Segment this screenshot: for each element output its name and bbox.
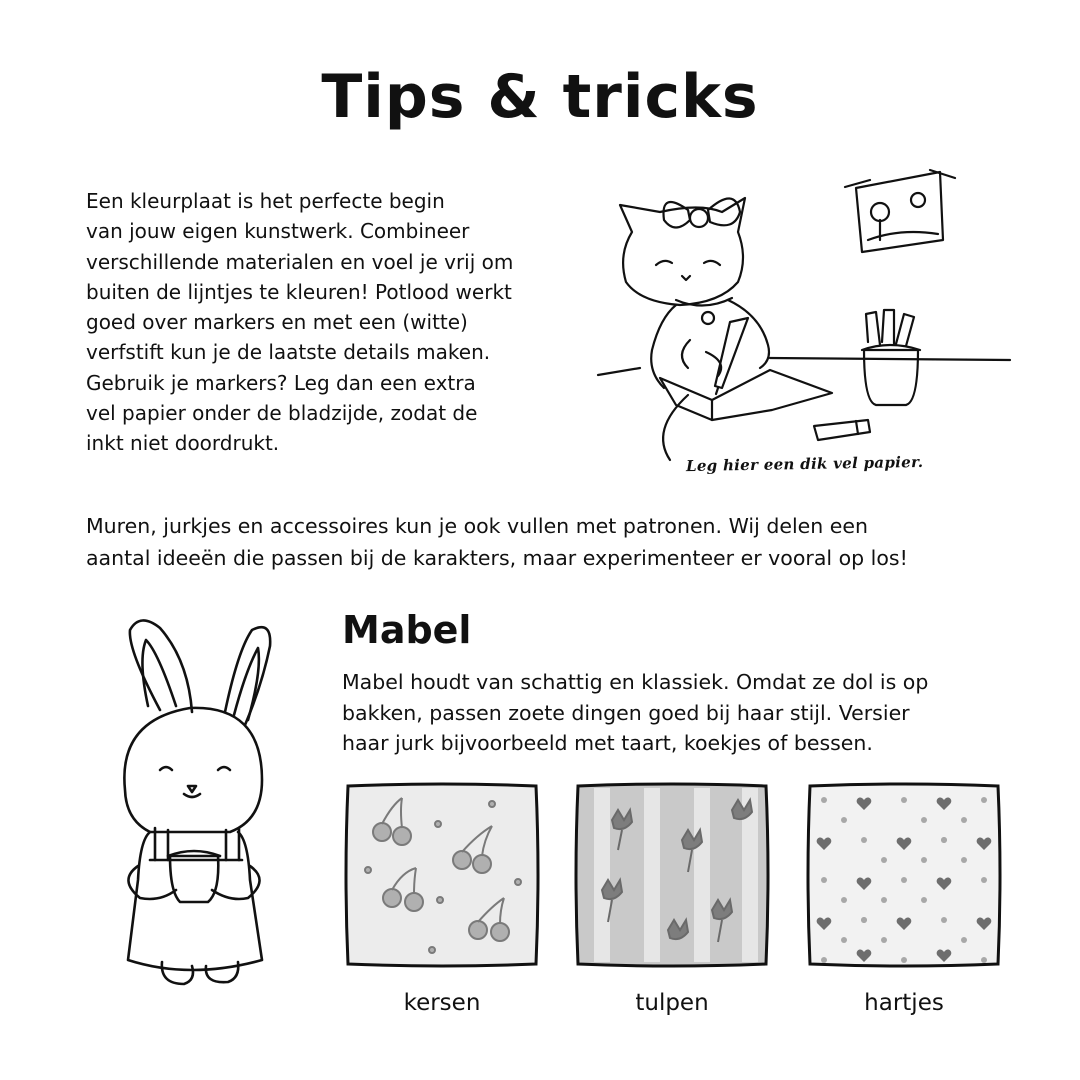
swatch-label-hartjes: hartjes (864, 990, 944, 1016)
character-description-line: haar jurk bijvoorbeeld met taart, koekjes of bessen. (342, 731, 873, 755)
intro-line: buiten de lijntjes te kleuren! Potlood werkt (86, 279, 512, 304)
intro-line: verschillende materialen en voel je vrij om (86, 249, 514, 274)
character-description (342, 667, 1042, 759)
swatch-label-tulpen: tulpen (635, 990, 709, 1016)
intro-line: Gebruik je markers? Leg dan een extra (86, 370, 476, 395)
heart-pattern-swatch (804, 780, 1004, 970)
swatch-label-kersen: kersen (403, 990, 481, 1016)
cherry-pattern-swatch (342, 780, 542, 970)
tulip-pattern-swatch (572, 780, 772, 970)
page-title: Tips & tricks (321, 62, 759, 132)
patterns-intro-line: aantal ideeën die passen bij de karakters, maar experimenteer er vooral op los! (86, 546, 908, 570)
intro-line: verfstift kun je de laatste details maken. (86, 340, 491, 365)
illustration-caption: Leg hier een dik vel papier. (685, 452, 924, 476)
intro-line: Een kleurplaat is het perfecte begin (86, 189, 445, 213)
intro-line: inkt niet doordrukt. (86, 431, 280, 456)
character-name: Mabel (342, 608, 472, 652)
patterns-intro-line: Muren, jurkjes en accessoires kun je ook vullen met patronen. Wij delen een (86, 514, 868, 538)
character-description-line: Mabel houdt van schattig en klassiek. Omdat ze dol is op (342, 670, 929, 694)
intro-line: van jouw eigen kunstwerk. Combineer (86, 219, 470, 244)
intro-line: vel papier onder de bladzijde, zodat de (86, 401, 478, 426)
character-description-line: bakken, passen zoete dingen goed bij haar stijl. Versier (342, 700, 910, 725)
intro-line: goed over markers en met een (witte) (86, 310, 468, 335)
